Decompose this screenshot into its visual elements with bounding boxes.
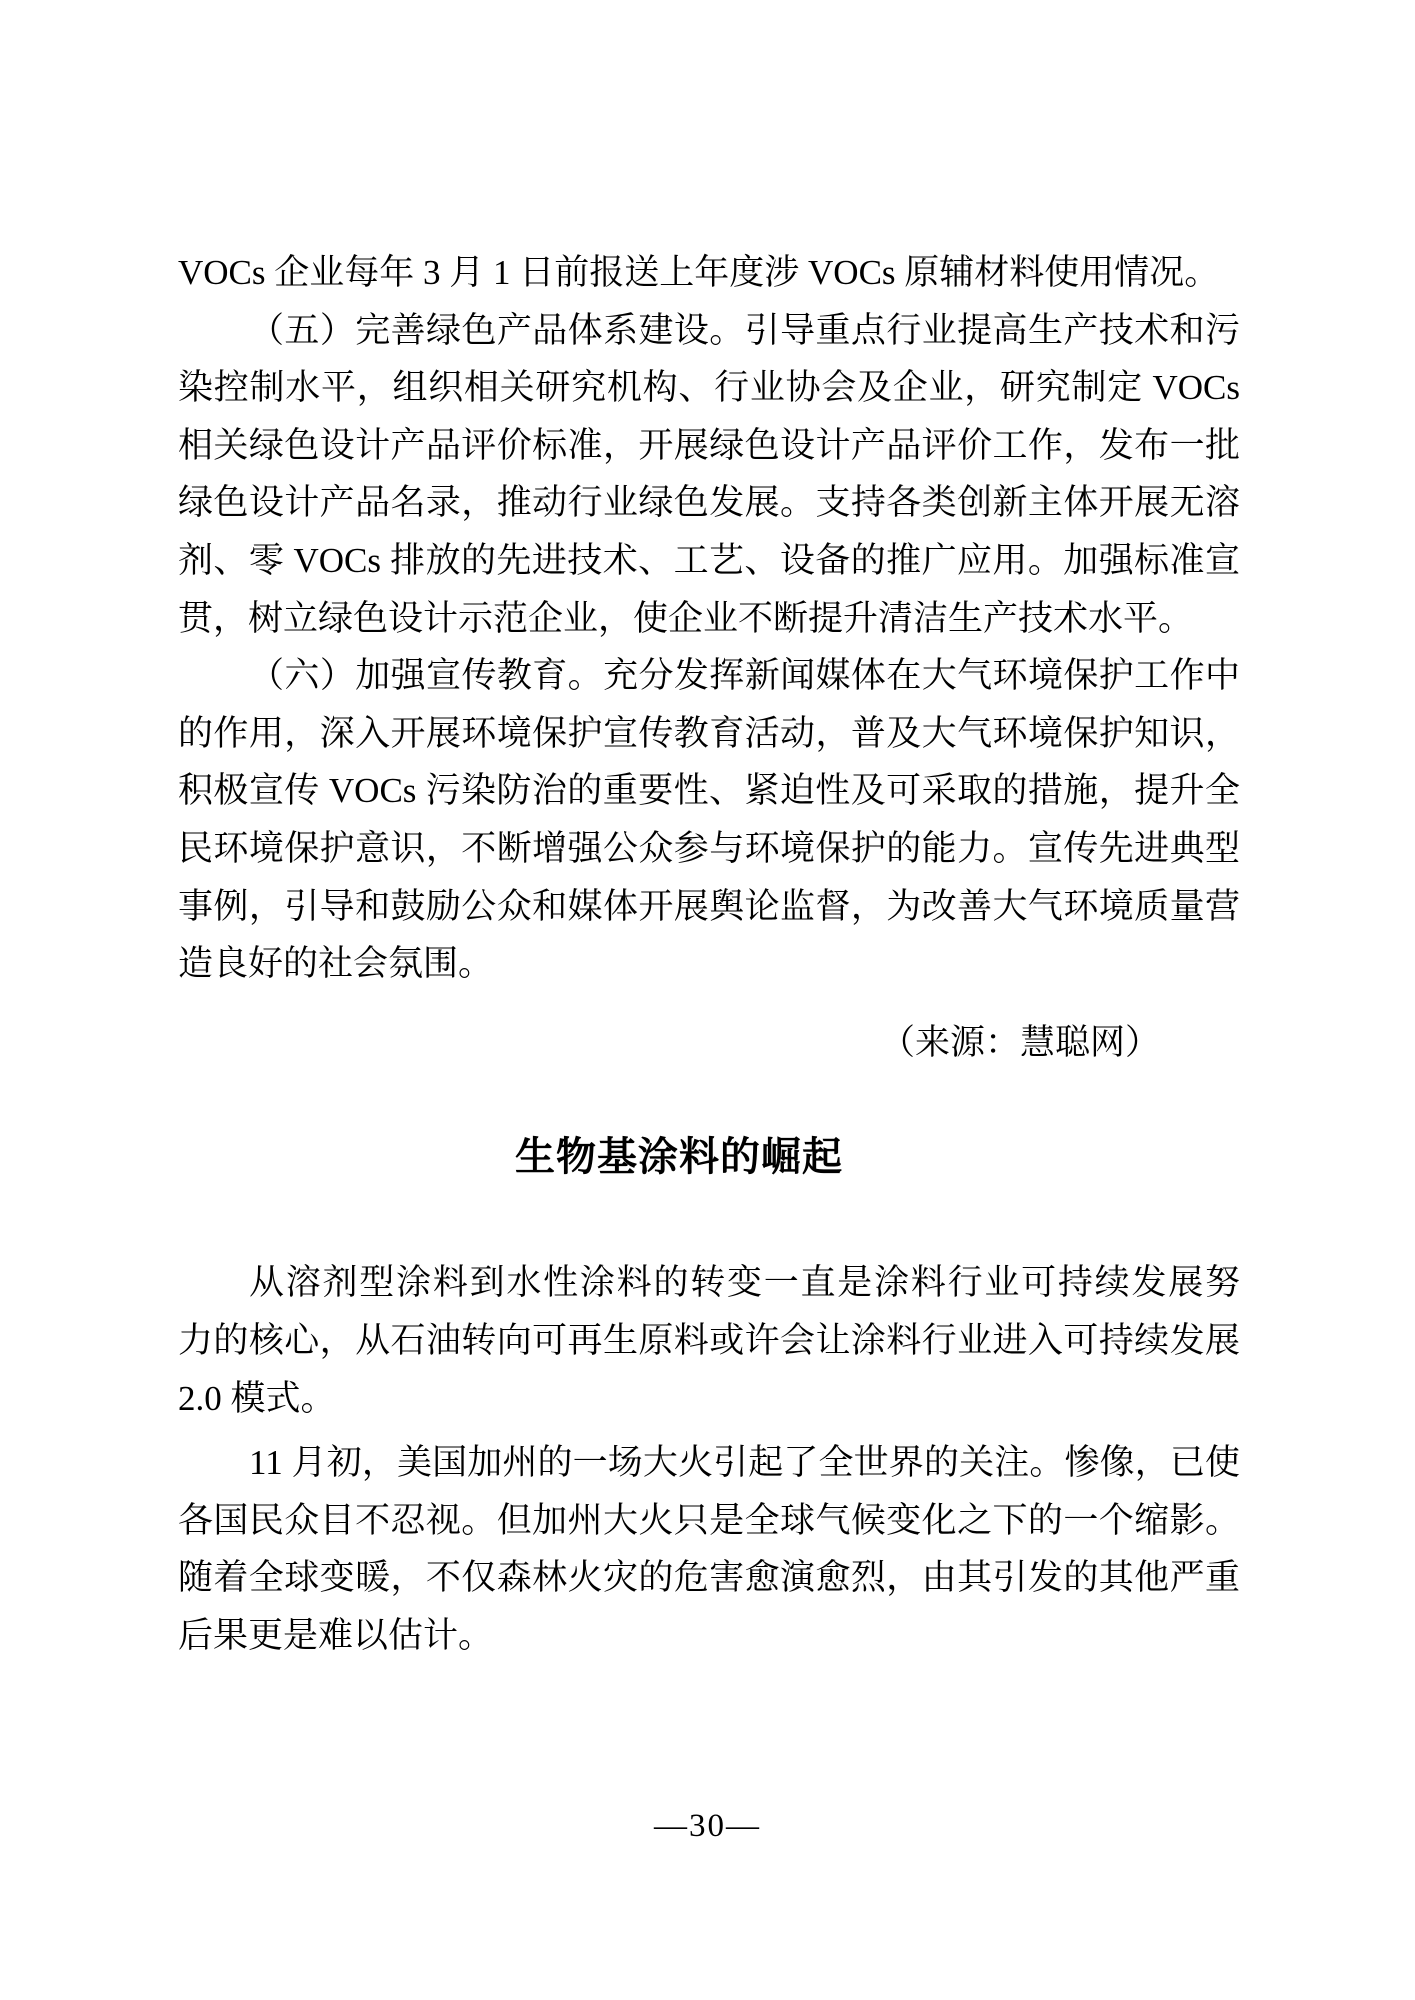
body-text-line: VOCs 企业每年 3 月 1 日前报送上年度涉 VOCs 原辅材料使用情况。 [178,253,1220,292]
body-text-line: 的作用，深入开展环境保护宣传教育活动，普及大气环境保护知识， [178,713,1240,753]
body-text-line: 染控制水平，组织相关研究机构、行业协会及企业，研究制定 VOCs [178,368,1240,408]
section-paragraph [178,1434,1240,1664]
body-text-line: 积极宣传 VOCs 污染防治的重要性、紧迫性及可采取的措施，提升全 [178,771,1240,811]
section-heading: 生物基涂料的崛起 [515,1134,843,1180]
body-text-line: 造良好的社会氛围。 [178,944,494,984]
body-text-line: 贯，树立绿色设计示范企业，使企业不断提升清洁生产技术水平。 [178,598,1194,638]
body-text-line: （五）完善绿色产品体系建设。引导重点行业提高生产技术和污 [249,310,1240,350]
section-paragraph [178,1254,1240,1427]
body-text-line: 力的核心，从石油转向可再生原料或许会让涂料行业进入可持续发展 [178,1320,1240,1360]
body-text-line: 绿色设计产品名录，推动行业绿色发展。支持各类创新主体开展无溶 [178,483,1240,523]
page-number: —30— [654,1808,761,1844]
body-text-line: 从溶剂型涂料到水性涂料的转变一直是涂料行业可持续发展努 [249,1263,1240,1303]
document-body [178,0,1240,1664]
body-text-line: （六）加强宣传教育。充分发挥新闻媒体在大气环境保护工作中 [249,656,1240,696]
body-text-line: 民环境保护意识，不断增强公众参与环境保护的能力。宣传先进典型 [178,828,1240,868]
body-text-line: 2.0 模式。 [178,1378,336,1418]
source-attribution: （来源：慧聪网） [879,1022,1160,1062]
body-text-line: 后果更是难以估计。 [178,1615,494,1655]
body-text-line: 随着全球变暖，不仅森林火灾的危害愈演愈烈，由其引发的其他严重 [178,1558,1240,1598]
body-text-line: 剂、零 VOCs 排放的先进技术、工艺、设备的推广应用。加强标准宣 [178,540,1240,580]
body-text-line: 事例，引导和鼓励公众和媒体开展舆论监督，为改善大气环境质量营 [178,886,1240,926]
body-text-line: 11 月初，美国加州的一场大火引起了全世界的关注。惨像，已使 [249,1443,1240,1483]
body-text-line: 各国民众目不忍视。但加州大火只是全球气候变化之下的一个缩影。 [178,1500,1240,1540]
body-text-line: 相关绿色设计产品评价标准，开展绿色设计产品评价工作，发布一批 [178,425,1240,465]
